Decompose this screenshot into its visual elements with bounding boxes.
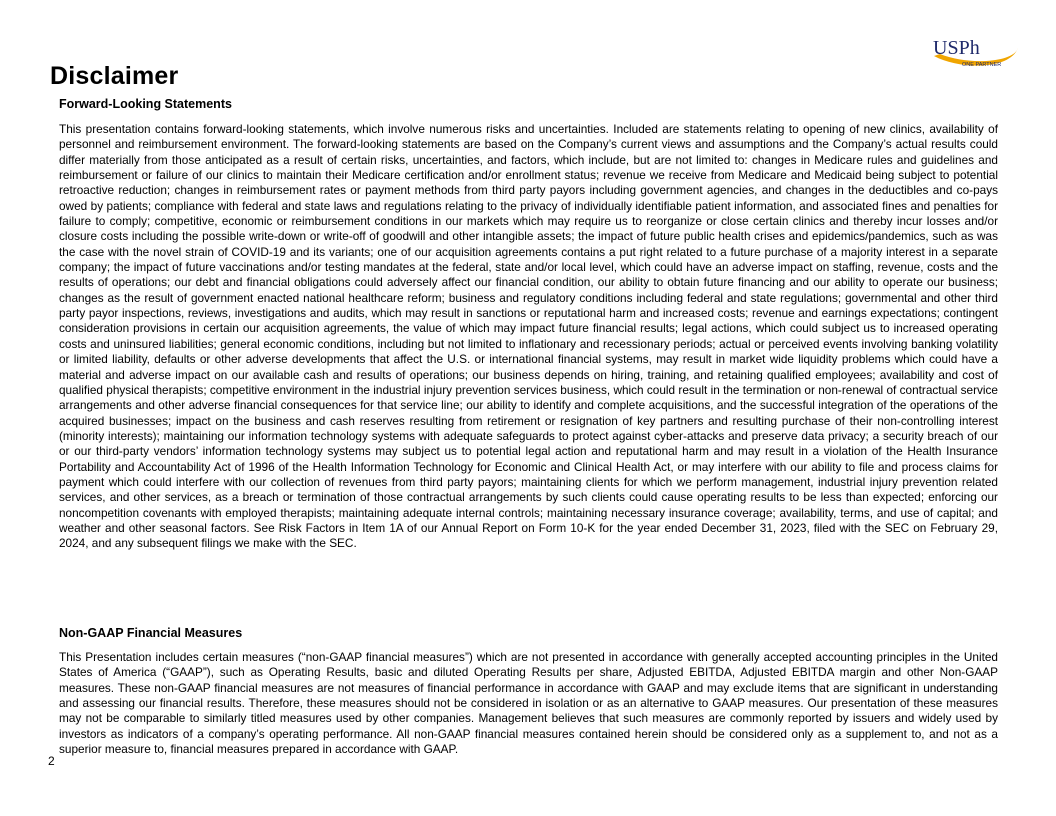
logo-text: USPh bbox=[933, 37, 980, 59]
page-title: Disclaimer bbox=[50, 62, 179, 90]
usph-logo bbox=[930, 26, 1022, 72]
non-gaap-paragraph: This Presentation includes certain measures (“non-GAAP financial measures”) which are not presented in accordance with generally accepted accounting principles in the United States of America (“GAAP”), such as Operating Results, basic and diluted Operating Results per share, Adjusted EBITDA, Adjusted EBITDA margin and other Non-GAAP measures. These non-GAAP financial measures are not measures of financial performance in accordance with GAAP and may exclude items that are significant in understanding and assessing our financial results. Therefore, these measures should not be considered in isolation or as an alternative to GAAP measures. Our presentation of these measures may not be comparable to similarly titled measures used by other companies. Management believes that such measures are commonly reported by issuers and widely used by investors as indicators of a company’s operating performance. All non-GAAP financial measures contained herein should be considered only as a supplement to, and not as a superior measure to, financial measures prepared in accordance with GAAP. bbox=[59, 650, 998, 757]
section-heading-non-gaap: Non-GAAP Financial Measures bbox=[59, 626, 243, 640]
page-number: 2 bbox=[48, 754, 55, 768]
section-heading-forward-looking: Forward-Looking Statements bbox=[59, 97, 232, 111]
logo-tagline: ONE PARTNER bbox=[962, 62, 1002, 68]
forward-looking-paragraph: This presentation contains forward-looking statements, which involve numerous risks and uncertainties. Included are statements relating to opening of new clinics, availability of personnel and reimbursement environment. The forward-looking statements are based on the Company’s current views and assumptions and the Company’s actual results could differ materially from those anticipated as a result of certain risks, uncertainties, and factors, which include, but are not limited to: changes in Medicare rules and guidelines and reimbursement or failure of our clinics to maintain their Medicare certification and/or enrollment status; revenue we receive from Medicare and Medicaid being subject to potential retroactive reduction; changes in reimbursement rates or payment methods from third party payors including government agencies, and changes in the deductibles and co-pays owed by patients; compliance with federal and state laws and regulations relating to the privacy of individually identifiable patient information, and associated fines and penalties for failure to comply; competitive, economic or reimbursement conditions in our markets which may require us to reorganize or close certain clinics and thereby incur losses and/or closure costs including the possible write-down or write-off of goodwill and other intangible assets; the impact of future public health crises and epidemics/pandemics, such as was the case with the novel strain of COVID-19 and its variants; one of our acquisition agreements contains a put right related to a future purchase of a majority interest in a separate company; the impact of future vaccinations and/or testing mandates at the federal, state and/or local level, which could have an adverse impact on staffing, revenue, costs and the results of operations; our debt and financial obligations could adversely affect our financial condition, our ability to obtain future financing and our ability to operate our business; changes as the result of government enacted national healthcare reform; business and regulatory conditions including federal and state regulations; governmental and other third party payor inspections, reviews, investigations and audits, which may result in sanctions or reputational harm and increased costs; revenue and earnings expectations; contingent consideration provisions in certain our acquisition agreements, the value of which may impact future financial results; legal actions, which could subject us to increased operating costs and uninsured liabilities; general economic conditions, including but not limited to inflationary and recessionary periods; actual or perceived events involving banking volatility or limited liability, defaults or other adverse developments that affect the U.S. or international financial systems, may result in market wide liquidity problems which could have a material and adverse impact on our available cash and results of operations; our business depends on hiring, training, and retaining qualified employees; availability and cost of qualified physical therapists; competitive environment in the industrial injury prevention services business, which could result in the termination or non-renewal of contractual service arrangements and other adverse financial consequences for that service line; our ability to identify and complete acquisitions, and the successful integration of the operations of the acquired businesses; impact on the business and cash reserves resulting from retirement or resignation of key partners and resulting purchase of their non-controlling interest (minority interests); maintaining our information technology systems with adequate safeguards to protect against cyber-attacks and preserve data privacy; a security breach of our or our third-party vendors’ information technology systems may subject us to potential legal action and reputational harm and may result in a violation of the Health Insurance Portability and Accountability Act of 1996 of the Health Information Technology for Economic and Clinical Health Act, or may interfere with our ability to file and process claims for payment which could interfere with our collection of revenues from third party payors; maintaining clients for which we perform management, industrial injury prevention related services, and other services, as a breach or termination of those contractual arrangements by such clients could cause operating results to be less than expected; enforcing our noncompetition covenants with employed therapists; maintaining adequate internal controls; maintaining necessary insurance coverage; availability, terms, and use of capital; and weather and other seasonal factors. See Risk Factors in Item 1A of our Annual Report on Form 10-K for the year ended December 31, 2023, filed with the SEC on February 29, 2024, and any subsequent filings we make with the SEC. bbox=[59, 122, 998, 551]
